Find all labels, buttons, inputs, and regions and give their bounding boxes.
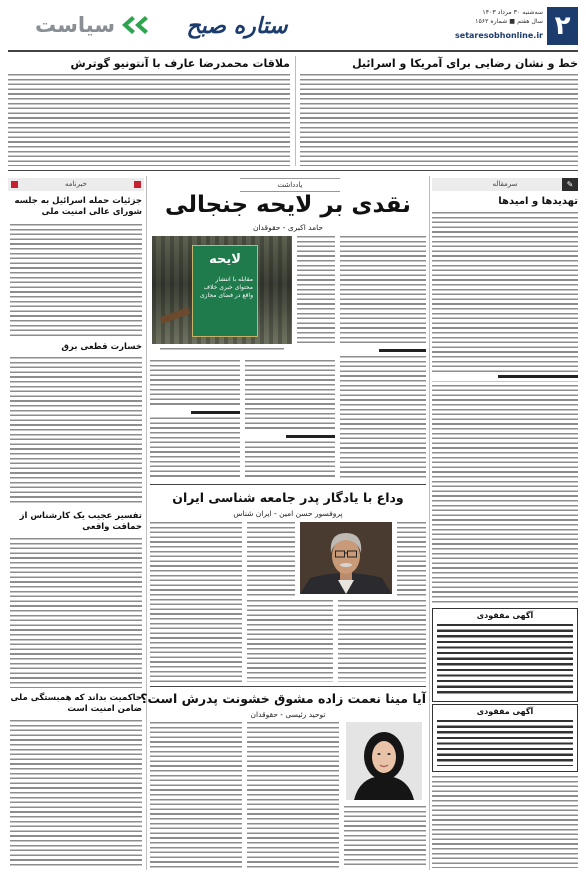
article-body-text [247, 522, 295, 596]
ad-title: آگهی مفقودی [476, 707, 534, 716]
portrait-photo-man [300, 522, 392, 594]
news-item-headline: تفسیر عجیب یک کارشناس از حماقت واقعی [19, 511, 142, 532]
page-number: ۲ [547, 7, 578, 45]
article-body-text [300, 74, 578, 166]
bill-cover-subtitle: مقابله با انتشار محتوای خبری خلاف واقع در فضای مجازی [199, 276, 253, 299]
newsletter-label-text: خبرنامه [65, 180, 87, 188]
subheading-mark [432, 372, 578, 381]
gavel-shape [160, 307, 191, 324]
photo-caption [160, 348, 284, 353]
note-headline: نقدی بر لایحه جنجالی [165, 192, 411, 218]
note-label: یادداشت [240, 178, 340, 192]
logo: ستاره صبح [186, 13, 288, 39]
pen-icon: ✎ [562, 178, 578, 191]
top-right-headline: خط و نشان رضایی برای آمریکا و اسرائیل [352, 57, 578, 70]
section-title: سیاست [35, 13, 115, 37]
article-body-text [150, 522, 242, 682]
bill-cover [192, 245, 258, 337]
bill-cover-title: لایحه [209, 252, 241, 267]
issue-date: سه‌شنبه ۳۰ مرداد ۱۴۰۳ [482, 9, 543, 16]
newsletter-label [8, 178, 144, 191]
classified-ad [432, 608, 578, 702]
column-divider [146, 176, 147, 870]
article-body-text [150, 360, 240, 480]
column-divider [295, 56, 296, 166]
section-rule [8, 170, 578, 171]
subheading-mark [245, 432, 335, 441]
ad-title: آگهی مفقودی [476, 611, 534, 620]
news-item-body-text [10, 224, 142, 338]
article-body-text [8, 74, 290, 166]
news-item-headline: جزئیات حمله اسرائیل به جلسه شورای عالی امنیت ملی [14, 196, 142, 217]
section-rule [150, 484, 426, 485]
column-divider [429, 176, 430, 870]
tribute-headline: وداع با یادگار پدر جامعه شناسی ایران [172, 490, 404, 505]
editorial-headline: تهدیدها و امیدها [498, 196, 578, 207]
red-marker-icon [134, 181, 141, 188]
article-body-text [340, 236, 426, 480]
news-item-body-text [10, 357, 142, 505]
tribute-byline: پروفسور حسن امین - ایران شناس [233, 509, 343, 518]
opinion-headline: آیا مینا نعمت زاده مشوق خشونت پدرش است؟ [140, 691, 426, 706]
news-item-body-text [10, 538, 142, 688]
top-left-headline: ملاقات محمدرضا عارف با آنتونیو گوترش [70, 57, 290, 70]
news-item-headline: خسارت قطعی برق [61, 342, 142, 352]
subheading-mark [150, 408, 240, 417]
ad-body-text [432, 776, 578, 868]
editorial-label [432, 178, 578, 191]
ad-body-text [437, 720, 573, 766]
editorial-label-text: سرمقاله [492, 180, 518, 188]
header-rule [8, 50, 578, 52]
double-chevron-icon [118, 15, 148, 35]
issue-number: سال هفتم ■ شماره ۱۵۶۲ [475, 18, 543, 25]
article-body-text [297, 236, 335, 344]
article-body-text [247, 722, 339, 868]
article-body-text [150, 722, 242, 868]
editorial-body-text [432, 212, 578, 604]
bill-photo [152, 236, 292, 344]
classified-ad [432, 704, 578, 772]
article-body-text [245, 360, 335, 480]
ad-body-text [437, 624, 573, 696]
news-item-body-text [10, 720, 142, 868]
note-byline: حامد اکبری - حقوقدان [252, 223, 324, 232]
red-marker-icon [11, 181, 18, 188]
article-body-text [338, 600, 426, 682]
article-body-text [344, 806, 426, 868]
news-item-headline: حاکمیت بداند که همبستگی ملی ضامن امنیت است [10, 693, 142, 714]
article-body-text [397, 522, 426, 596]
section-rule [150, 686, 426, 687]
article-body-text [247, 600, 333, 682]
website-url: setaresobhonline.ir [455, 31, 543, 40]
subheading-mark [340, 346, 426, 355]
opinion-byline: توحید رئیسی - حقوقدان [250, 710, 326, 719]
portrait-photo-woman [346, 722, 422, 800]
